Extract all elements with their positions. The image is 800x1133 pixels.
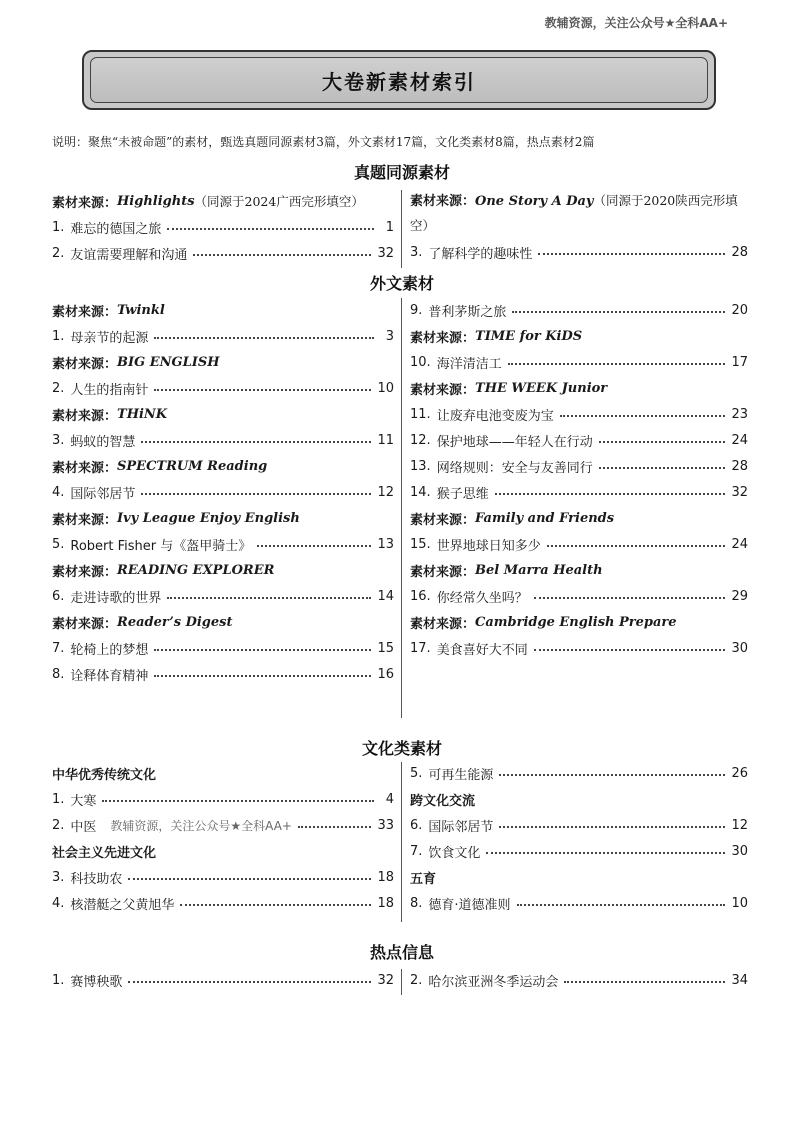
entry-title: 诠释体育精神 xyxy=(70,668,149,684)
index-entry xyxy=(410,760,748,786)
dot-leader xyxy=(193,254,371,256)
entry-title: 核潜艇之父黄旭华 xyxy=(70,897,175,913)
source-row xyxy=(410,609,748,635)
entry-page-number: 10 xyxy=(731,895,748,911)
section-waiwen-right xyxy=(410,297,748,661)
source-label: 素材来源： xyxy=(52,616,118,632)
section-wenhua-left xyxy=(52,760,394,916)
entry-title: 赛博秧歌 xyxy=(70,974,123,990)
dot-leader xyxy=(141,441,371,443)
dot-leader xyxy=(154,389,371,391)
entry-number: 13. xyxy=(410,458,431,474)
section-zhenti-right xyxy=(410,188,748,265)
entry-number: 2. xyxy=(410,972,423,988)
entry-number: 1. xyxy=(52,791,65,807)
entry-title: 普利茅斯之旅 xyxy=(428,304,507,320)
source-name: BIG ENGLISH xyxy=(117,354,220,370)
entry-title: 网络规则：安全与友善同行 xyxy=(436,460,593,476)
entry-page-number: 30 xyxy=(731,843,748,859)
source-label: 素材来源： xyxy=(410,616,476,632)
index-entry xyxy=(52,323,394,349)
entry-title: 美食喜好大不同 xyxy=(436,642,528,658)
section-title-redian: 热点信息 xyxy=(369,943,434,962)
entry-title: 哈尔滨亚洲冬季运动会 xyxy=(428,974,559,990)
source-row xyxy=(410,323,748,349)
entry-number: 12. xyxy=(410,432,431,448)
column-divider xyxy=(401,969,402,995)
section-waiwen-left xyxy=(52,297,394,687)
entry-number: 16. xyxy=(410,588,431,604)
title-banner-inner xyxy=(90,57,708,103)
index-entry xyxy=(52,661,394,687)
index-entry xyxy=(410,838,748,864)
column-divider xyxy=(401,762,402,922)
dot-leader xyxy=(495,493,726,495)
entry-page-number: 24 xyxy=(731,536,748,552)
source-label: 素材来源： xyxy=(410,564,476,580)
source-row xyxy=(52,505,394,531)
source-note: （同源于2020陕西完形填空） xyxy=(410,193,738,233)
entry-page-number: 26 xyxy=(731,765,748,781)
section-title-zhenti: 真题同源素材 xyxy=(353,163,450,182)
source-label: 素材来源： xyxy=(52,460,118,476)
dot-leader xyxy=(599,467,726,469)
entry-number: 5. xyxy=(52,536,65,552)
dot-leader xyxy=(499,826,725,828)
entry-page-number: 15 xyxy=(377,640,394,656)
entry-number: 1. xyxy=(52,219,65,235)
dot-leader xyxy=(499,774,725,776)
entry-page-number: 13 xyxy=(377,536,394,552)
entry-title: 可再生能源 xyxy=(428,767,494,783)
entry-number: 11. xyxy=(410,406,431,422)
index-entry xyxy=(52,531,394,557)
entry-page-number: 18 xyxy=(377,869,394,885)
source-label: 素材来源： xyxy=(52,408,118,424)
entry-title: 保护地球——年轻人在行动 xyxy=(436,434,593,450)
source-row xyxy=(52,557,394,583)
entry-number: 2. xyxy=(52,245,65,261)
source-row xyxy=(410,505,748,531)
entry-page-number: 17 xyxy=(731,354,748,370)
source-row xyxy=(410,188,748,239)
source-name: THE WEEK Junior xyxy=(475,380,608,396)
source-row xyxy=(52,401,394,427)
dot-leader xyxy=(154,649,371,651)
dot-leader xyxy=(167,597,371,599)
entry-page-number: 14 xyxy=(377,588,394,604)
dot-leader xyxy=(486,852,725,854)
dot-leader xyxy=(154,337,374,339)
entry-title: 科技助农 xyxy=(70,871,123,887)
source-row xyxy=(52,349,394,375)
source-name: TIME for KiDS xyxy=(475,328,583,344)
column-divider xyxy=(401,190,402,268)
entry-number: 5. xyxy=(410,765,423,781)
index-entry xyxy=(52,890,394,916)
index-entry xyxy=(410,427,748,453)
entry-number: 3. xyxy=(410,244,423,260)
entry-page-number: 10 xyxy=(377,380,394,396)
watermark-overlay: 教辅资源，关注公众号★全科AA+ xyxy=(110,818,292,833)
dot-leader xyxy=(154,675,371,677)
index-entry xyxy=(410,479,748,505)
entry-title: 走进诗歌的世界 xyxy=(70,590,162,606)
source-name: Bel Marra Health xyxy=(475,562,603,578)
entry-page-number: 28 xyxy=(731,244,748,260)
entry-page-number: 18 xyxy=(377,895,394,911)
source-name: Highlights xyxy=(117,193,195,209)
entry-page-number: 34 xyxy=(731,972,748,988)
category-heading: 跨文化交流 xyxy=(410,793,476,809)
dot-leader xyxy=(180,904,371,906)
entry-page-number: 4 xyxy=(385,791,394,807)
index-entry xyxy=(52,375,394,401)
source-name: Twinkl xyxy=(117,302,165,318)
source-row xyxy=(410,557,748,583)
category-heading: 中华优秀传统文化 xyxy=(52,767,157,783)
source-row xyxy=(410,375,748,401)
entry-page-number: 3 xyxy=(385,328,394,344)
index-entry xyxy=(410,453,748,479)
dot-leader xyxy=(517,904,726,906)
source-note: （同源于2024广西完形填空） xyxy=(194,194,364,209)
entry-title: 母亲节的起源 xyxy=(70,330,149,346)
dot-leader xyxy=(102,800,374,802)
entry-page-number: 12 xyxy=(377,484,394,500)
entry-page-number: 16 xyxy=(377,666,394,682)
source-label: 素材来源： xyxy=(410,512,476,528)
entry-page-number: 33 xyxy=(377,817,394,833)
entry-number: 3. xyxy=(52,432,65,448)
dot-leader xyxy=(547,545,726,547)
index-entry xyxy=(52,427,394,453)
entry-page-number: 28 xyxy=(731,458,748,474)
source-name: THiNK xyxy=(117,406,168,422)
entry-title: 德育·道德准则 xyxy=(428,897,511,913)
entry-page-number: 24 xyxy=(731,432,748,448)
entry-number: 1. xyxy=(52,328,65,344)
source-label: 素材来源： xyxy=(410,330,476,346)
section-redian-left xyxy=(52,967,394,993)
source-name: Family and Friends xyxy=(475,510,615,526)
entry-title: 了解科学的趣味性 xyxy=(428,246,533,262)
entry-title: 中医 xyxy=(70,819,97,835)
entry-page-number: 12 xyxy=(731,817,748,833)
index-entry xyxy=(52,864,394,890)
entry-number: 8. xyxy=(52,666,65,682)
category-heading: 社会主义先进文化 xyxy=(52,845,157,861)
source-name: Reader’s Digest xyxy=(117,614,233,630)
index-entry xyxy=(52,479,394,505)
entry-title: 世界地球日知多少 xyxy=(436,538,541,554)
index-entry xyxy=(52,812,394,838)
index-entry xyxy=(410,635,748,661)
index-entry xyxy=(410,401,748,427)
index-entry xyxy=(52,583,394,609)
entry-number: 9. xyxy=(410,302,423,318)
entry-page-number: 30 xyxy=(731,640,748,656)
entry-number: 1. xyxy=(52,972,65,988)
entry-page-number: 23 xyxy=(731,406,748,422)
dot-leader xyxy=(512,311,725,313)
entry-title: 海洋清洁工 xyxy=(436,356,502,372)
section-title-waiwen: 外文素材 xyxy=(369,274,434,293)
entry-number: 15. xyxy=(410,536,431,552)
title-banner xyxy=(82,50,716,110)
dot-leader xyxy=(534,597,726,599)
entry-number: 3. xyxy=(52,869,65,885)
source-label: 素材来源： xyxy=(410,382,476,398)
source-row xyxy=(52,188,394,214)
index-entry xyxy=(410,297,748,323)
entry-title: 让废弃电池变废为宝 xyxy=(436,408,554,424)
source-name: Cambridge English Prepare xyxy=(475,614,677,630)
entry-number: 14. xyxy=(410,484,431,500)
entry-page-number: 29 xyxy=(731,588,748,604)
index-entry xyxy=(410,967,748,993)
source-label: 素材来源： xyxy=(52,564,118,580)
description-text: 说明：聚焦“未被命题”的素材，甄选真题同源素材3篇，外文素材17篇，文化类素材8篇，热点素材2篇 xyxy=(52,135,595,149)
index-entry xyxy=(410,239,748,265)
section-title-wenhua: 文化类素材 xyxy=(361,739,442,758)
source-label: 素材来源： xyxy=(52,195,118,211)
entry-page-number: 11 xyxy=(377,432,394,448)
dot-leader xyxy=(599,441,726,443)
source-row xyxy=(52,609,394,635)
index-entry xyxy=(52,635,394,661)
entry-title: 猴子思维 xyxy=(436,486,489,502)
entry-page-number: 32 xyxy=(377,972,394,988)
index-entry xyxy=(52,967,394,993)
source-name: READING EXPLORER xyxy=(117,562,275,578)
page-title: 大卷新素材索引 xyxy=(322,69,476,94)
entry-number: 2. xyxy=(52,380,65,396)
column-divider xyxy=(401,298,402,718)
entry-number: 4. xyxy=(52,484,65,500)
entry-page-number: 32 xyxy=(731,484,748,500)
dot-leader xyxy=(257,545,371,547)
entry-number: 4. xyxy=(52,895,65,911)
entry-page-number: 1 xyxy=(385,219,394,235)
index-entry xyxy=(410,349,748,375)
source-label: 素材来源： xyxy=(52,512,118,528)
index-entry xyxy=(410,531,748,557)
entry-number: 6. xyxy=(52,588,65,604)
entry-number: 7. xyxy=(52,640,65,656)
entry-title: 国际邻居节 xyxy=(70,486,136,502)
entry-title: 你经常久坐吗？ xyxy=(436,590,528,606)
entry-title: 大寒 xyxy=(70,793,97,809)
section-wenhua-right xyxy=(410,760,748,916)
entry-title: 国际邻居节 xyxy=(428,819,494,835)
category-heading: 五育 xyxy=(410,871,437,887)
entry-title: Robert Fisher 与《盔甲骑士》 xyxy=(70,538,252,554)
index-entry xyxy=(410,890,748,916)
section-redian-right xyxy=(410,967,748,993)
source-label: 素材来源： xyxy=(410,194,476,209)
entry-title: 饮食文化 xyxy=(428,845,481,861)
index-entry xyxy=(410,583,748,609)
source-label: 素材来源： xyxy=(52,356,118,372)
source-name: One Story A Day xyxy=(475,194,594,209)
index-entry xyxy=(410,812,748,838)
entry-number: 6. xyxy=(410,817,423,833)
entry-number: 10. xyxy=(410,354,431,370)
source-row xyxy=(52,297,394,323)
section-zhenti-left xyxy=(52,188,394,266)
dot-leader xyxy=(128,878,371,880)
dot-leader xyxy=(298,826,371,828)
dot-leader xyxy=(560,415,726,417)
source-name: SPECTRUM Reading xyxy=(117,458,268,474)
entry-title: 人生的指南针 xyxy=(70,382,149,398)
source-name: Ivy League Enjoy English xyxy=(117,510,300,526)
index-entry xyxy=(52,214,394,240)
dot-leader xyxy=(141,493,371,495)
index-entry xyxy=(52,786,394,812)
entry-number: 2. xyxy=(52,817,65,833)
entry-page-number: 20 xyxy=(731,302,748,318)
entry-page-number: 32 xyxy=(377,245,394,261)
entry-title: 蚂蚁的智慧 xyxy=(70,434,136,450)
source-row xyxy=(52,453,394,479)
index-entry xyxy=(52,240,394,266)
dot-leader xyxy=(538,253,725,255)
watermark-text: 教辅资源，关注公众号★全科AA+ xyxy=(544,16,728,30)
entry-number: 8. xyxy=(410,895,423,911)
entry-title: 轮椅上的梦想 xyxy=(70,642,149,658)
entry-title: 难忘的德国之旅 xyxy=(70,221,162,237)
dot-leader xyxy=(564,981,725,983)
entry-number: 17. xyxy=(410,640,431,656)
dot-leader xyxy=(128,981,371,983)
dot-leader xyxy=(167,228,374,230)
source-label: 素材来源： xyxy=(52,304,118,320)
entry-number: 7. xyxy=(410,843,423,859)
dot-leader xyxy=(508,363,726,365)
dot-leader xyxy=(534,649,726,651)
entry-title: 友谊需要理解和沟通 xyxy=(70,247,188,263)
